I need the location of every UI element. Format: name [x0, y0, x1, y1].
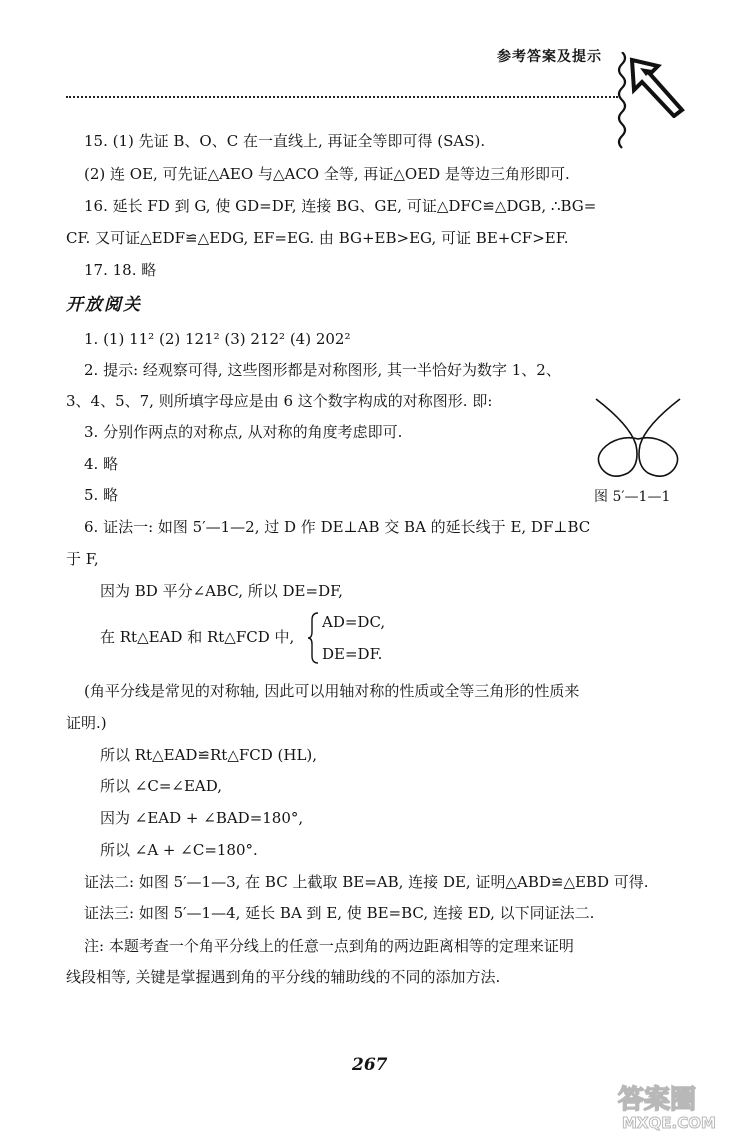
text-line: 注: 本题考查一个角平分线上的任意一点到角的两边距离相等的定理来证明	[84, 937, 574, 955]
text-line: 4. 略	[84, 455, 119, 473]
symmetric-figure	[590, 395, 686, 479]
section-title: 开放阅关	[66, 295, 142, 315]
equation-line: AD=DC,	[322, 613, 386, 631]
text-line: 所以 Rt△EAD≌Rt△FCD (HL),	[100, 746, 318, 764]
arrow-up-left-icon	[628, 56, 686, 118]
text-line: 15. (1) 先证 B、O、C 在一直线上, 再证全等即可得 (SAS).	[84, 132, 486, 150]
text-line: 在 Rt△EAD 和 Rt△FCD 中,	[100, 628, 295, 646]
text-line: 3. 分别作两点的对称点, 从对称的角度考虑即可.	[84, 423, 403, 441]
text-line: 证明.)	[66, 714, 107, 732]
text-line: 线段相等, 关键是掌握遇到角的平分线的辅助线的不同的添加方法.	[66, 968, 501, 986]
equation-line: DE=DF.	[322, 645, 383, 663]
text-line: 因为 ∠EAD + ∠BAD=180°,	[100, 809, 304, 827]
text-line: 证法三: 如图 5′—1—4, 延长 BA 到 E, 使 BE=BC, 连接 ED, 以下同证法二.	[84, 904, 595, 922]
watermark-url: MXQE.COM	[622, 1114, 716, 1132]
text-line: 5. 略	[84, 486, 119, 504]
text-line: 因为 BD 平分∠ABC, 所以 DE=DF,	[100, 582, 343, 600]
figure-caption: 图 5′—1—1	[594, 489, 671, 505]
text-line: (2) 连 OE, 可先证△AEO 与△ACO 全等, 再证△OED 是等边三角形即可.	[84, 165, 570, 183]
text-line: 于 F,	[66, 550, 99, 568]
text-line: 1. (1) 11² (2) 121² (3) 212² (4) 202²	[84, 330, 351, 348]
text-line: 2. 提示: 经观察可得, 这些图形都是对称图形, 其一半恰好为数字 1、2、	[84, 361, 561, 379]
text-line: 3、4、5、7, 则所填字母应是由 6 这个数字构成的对称图形. 即:	[66, 392, 493, 410]
watermark-text: 答案圈	[618, 1085, 697, 1115]
page-number: 267	[352, 1055, 388, 1075]
text-line: 6. 证法一: 如图 5′—1—2, 过 D 作 DE⊥AB 交 BA 的延长线于 E, DF⊥BC	[84, 518, 591, 536]
text-line: CF. 又可证△EDF≌△EDG, EF=EG. 由 BG+EB>EG, 可证 BE+CF>EF.	[66, 229, 569, 247]
text-line: 证法二: 如图 5′—1—3, 在 BC 上截取 BE=AB, 连接 DE, 证明△ABD≌△EBD 可得.	[84, 873, 649, 891]
text-line: 17. 18. 略	[84, 261, 157, 279]
header-dotted-rule	[66, 96, 618, 98]
left-brace	[307, 612, 319, 664]
header-title: 参考答案及提示	[497, 49, 602, 65]
text-line: (角平分线是常见的对称轴, 因此可以用轴对称的性质或全等三角形的性质来	[84, 682, 580, 700]
text-line: 16. 延长 FD 到 G, 使 GD=DF, 连接 BG、GE, 可证△DFC≌△DGB, ∴BG=	[84, 197, 597, 215]
watermark-logo	[612, 1078, 740, 1134]
text-line: 所以 ∠A + ∠C=180°.	[100, 841, 258, 859]
text-line: 所以 ∠C=∠EAD,	[100, 777, 222, 795]
